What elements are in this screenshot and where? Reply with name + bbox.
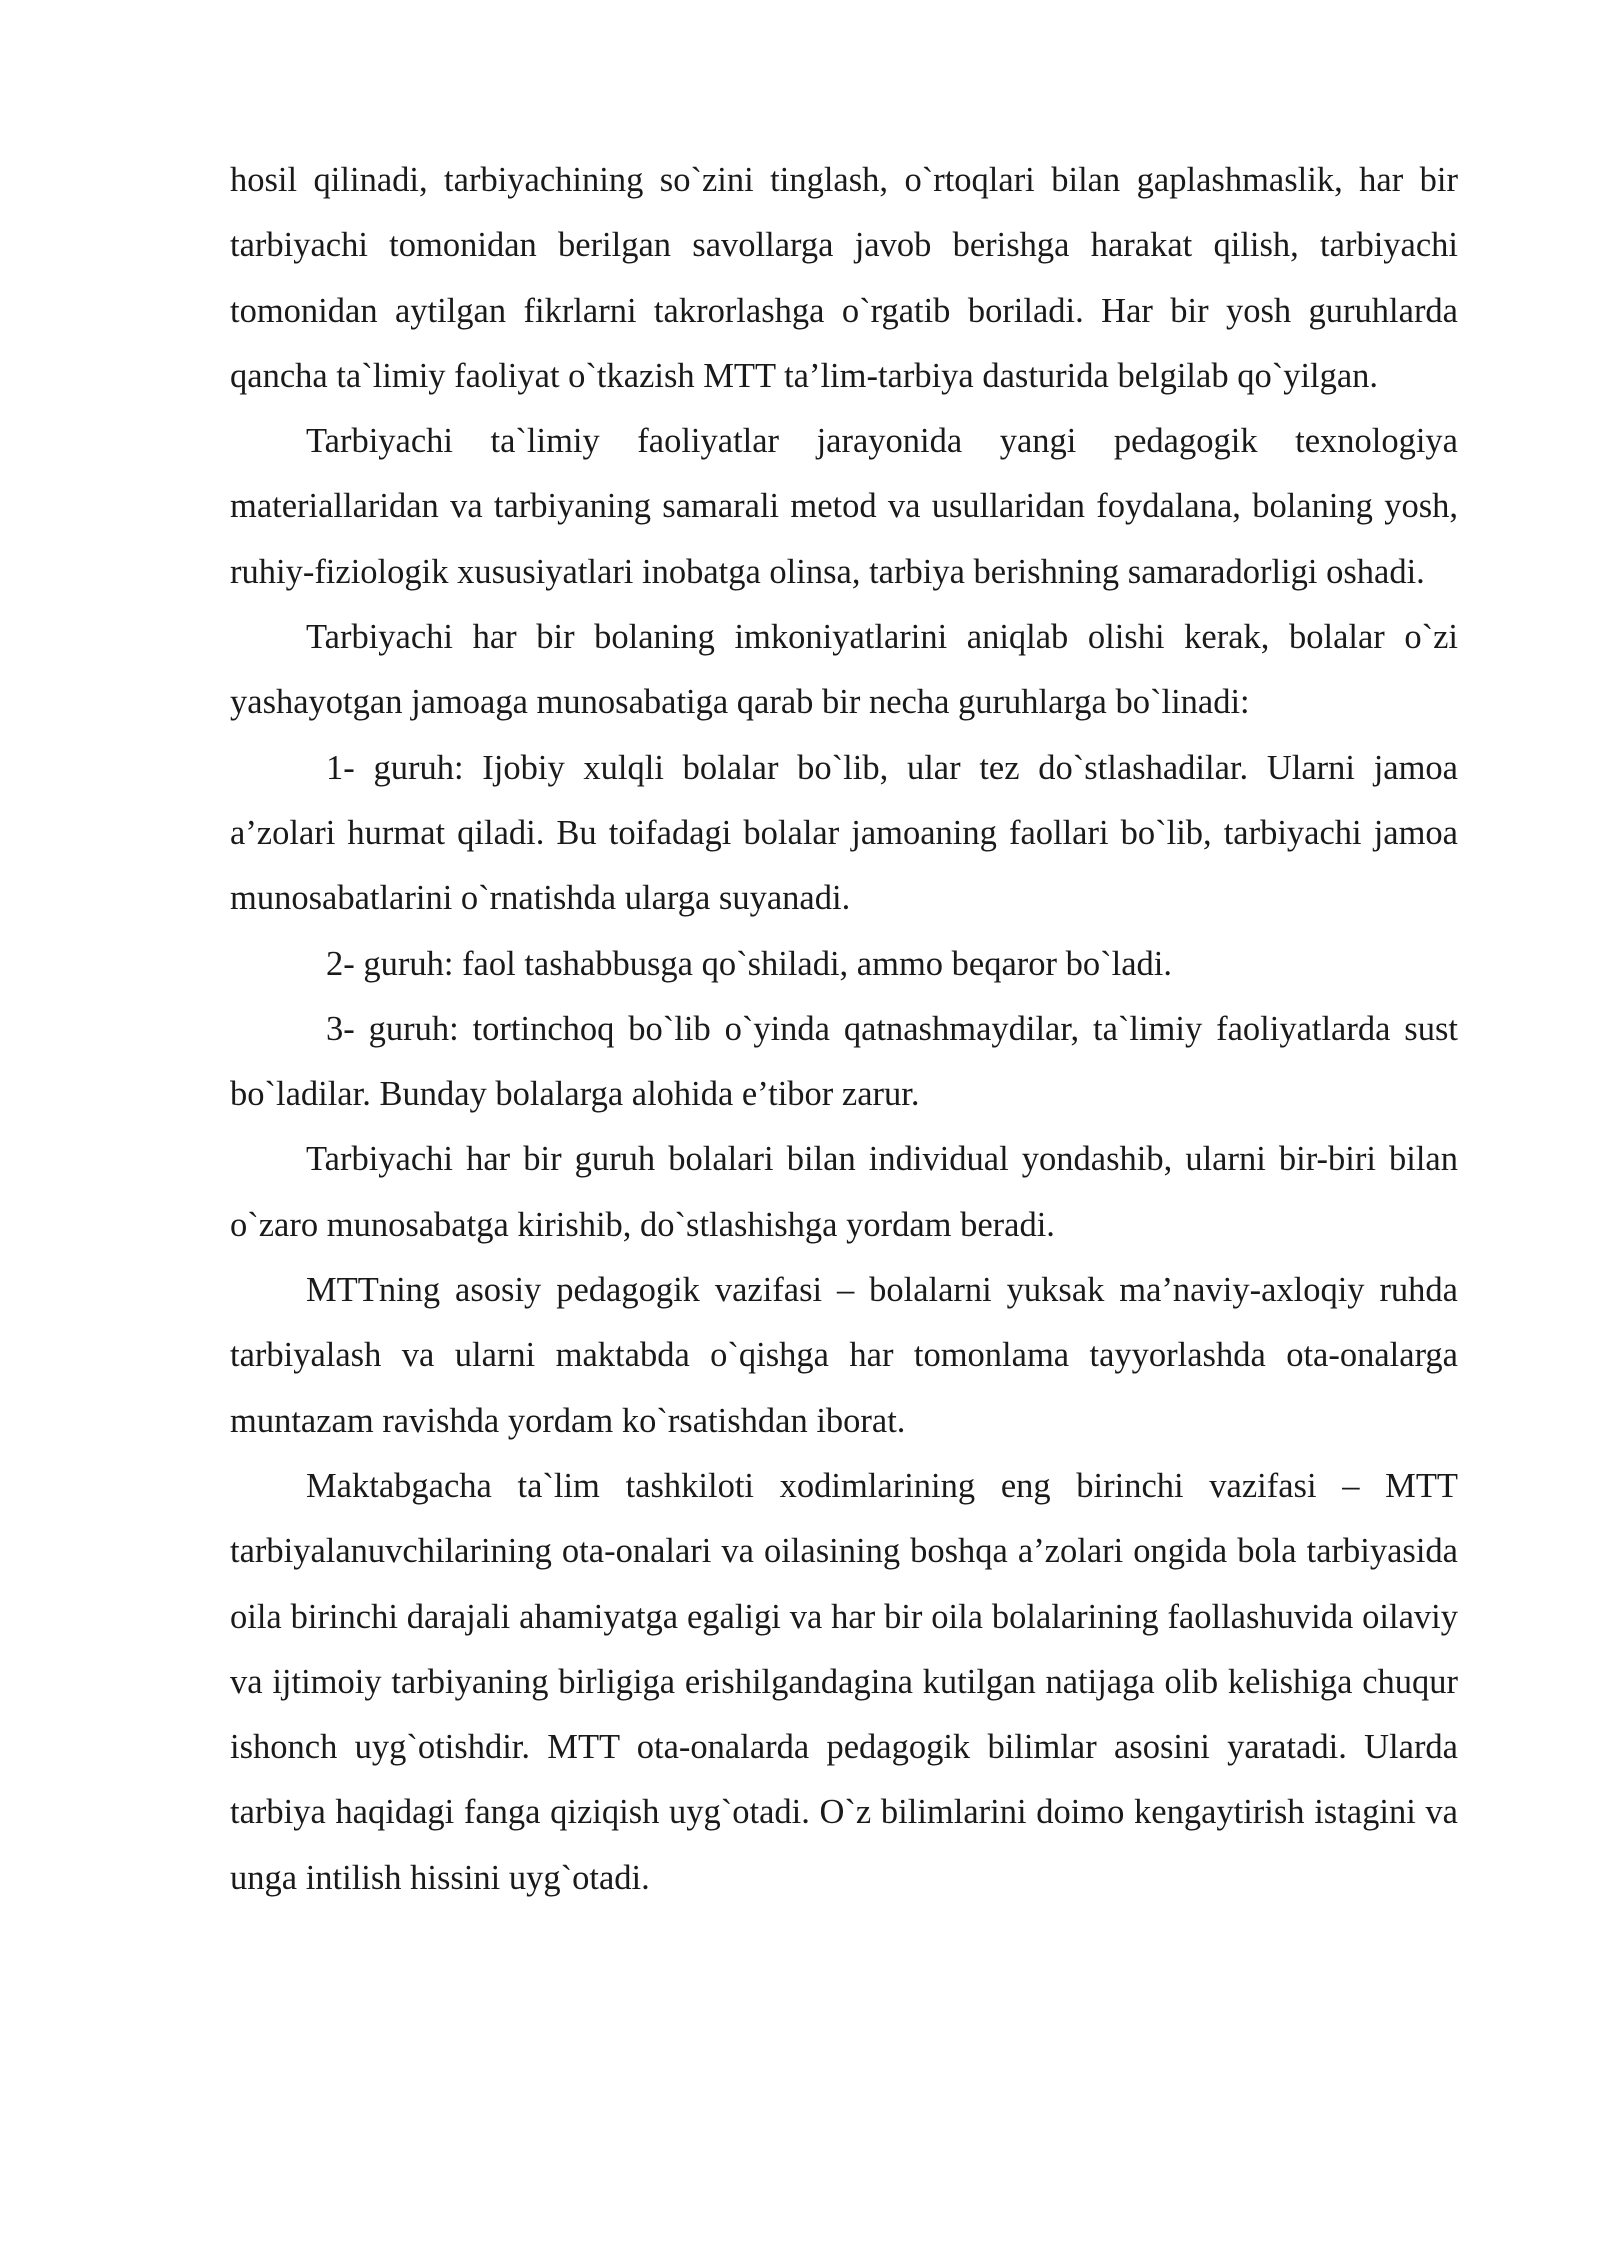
list-item-group-1: 1- guruh: Ijobiy xulqli bolalar bo`lib, ular tez do`stlashadilar. Ularni jamoa a’zolari hurmat qiladi. Bu toifadagi bolalar jamoaning faollari bo`lib, tarbiyachi jamoa munosabatlarini o`rnatishda ularga suyanadi.: [230, 748, 1458, 918]
paragraph-2: Tarbiyachi ta`limiy faoliyatlar jarayonida yangi pedagogik texnologiya materiallaridan va tarbiyaning samarali metod va usullaridan foydalana, bolaning yosh, ruhiy-fiziologik xususiyatlari inobatga olinsa, tarbiya berishning samaradorligi oshadi.: [230, 422, 1458, 591]
paragraph-6: Maktabgacha ta`lim tashkiloti xodimlarining eng birinchi vazifasi – MTT tarbiyalanuvchilarining ota-onalari va oilasining boshqa a’zolari ongida bola tarbiyasida oila birinchi darajali ahamiyatga egaligi va har bir oila bolalarining faollashuvida oilaviy va ijtimoiy tarbiyaning birligiga erishilgandagina kutilgan natijaga olib kelishiga chuqur ishonch uyg`otishdir. MTT ota-onalarda pedagogik bilimlar asosini yaratadi. Ularda tarbiya haqidagi fanga qiziqish uyg`otadi. O`z bilimlarini doimo kengaytirish istagini va unga intilish hissini uyg`otadi.: [230, 1466, 1458, 1897]
paragraph-1: hosil qilinadi, tarbiyachining so`zini tinglash, o`rtoqlari bilan gaplashmaslik, har bir tarbiyachi tomonidan berilgan savollarga javob berishga harakat qilish, tarbiyachi tomonidan aytilgan fikrlarni takrorlashga o`rgatib boriladi. Har bir yosh guruhlarda qancha ta`limiy faoliyat o`tkazish MTT ta’lim-tarbiya dasturida belgilab qo`yilgan.: [230, 161, 1458, 395]
paragraph-4: Tarbiyachi har bir guruh bolalari bilan individual yondashib, ularni bir-biri bilan o`zaro munosabatga kirishib, do`stlashishga yordam beradi.: [230, 1140, 1458, 1244]
list-item-group-2: 2- guruh: faol tashabbusga qo`shiladi, ammo beqaror bo`ladi.: [326, 944, 1172, 983]
list-item-group-3: 3- guruh: tortinchoq bo`lib o`yinda qatnashmaydilar, ta`limiy faoliyatlarda sust bo`ladilar. Bunday bolalarga alohida e’tibor zarur.: [230, 1009, 1458, 1114]
paragraph-3: Tarbiyachi har bir bolaning imkoniyatlarini aniqlab olishi kerak, bolalar o`zi yashayotgan jamoaga munosabatiga qarab bir necha guruhlarga bo`linadi:: [230, 618, 1458, 722]
document-page: [230, 148, 1458, 1911]
paragraph-5: MTTning asosiy pedagogik vazifasi – bolalarni yuksak ma’naviy-axloqiy ruhda tarbiyalash va ularni maktabda o`qishga har tomonlama tayyorlashda ota-onalarga muntazam ravishda yordam ko`rsatishdan iborat.: [230, 1271, 1458, 1440]
